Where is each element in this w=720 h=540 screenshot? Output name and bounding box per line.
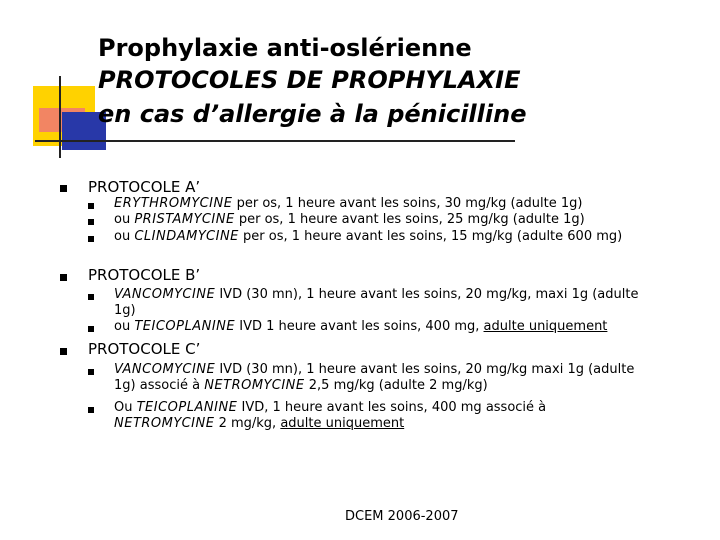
decor-vertical-line [59,76,61,158]
title-line-2: PROTOCOLES DE PROPHYLAXIE [98,66,521,94]
footer-text: DCEM 2006-2007 [345,509,459,524]
bullet-icon [88,407,94,413]
protocol-heading: PROTOCOLE B’ [88,266,201,284]
bullet-icon [88,203,94,209]
bullet-icon [60,185,67,192]
list-item: VANCOMYCINE IVD (30 mn), 1 heure avant les soins, 20 mg/kg maxi 1g (adulte 1g) associé à NETROMYCINE 2,5 mg/kg (adulte 2 mg/kg) [114,362,635,393]
title-line-3: en cas d’allergie à la pénicilline [98,100,527,128]
title-line-1: Prophylaxie anti-oslérienne [98,34,472,62]
list-item: ou TEICOPLANINE IVD 1 heure avant les soins, 400 mg, adulte uniquement [114,319,608,334]
list-item: ERYTHROMYCINE per os, 1 heure avant les soins, 30 mg/kg (adulte 1g) [114,196,583,211]
bullet-icon [88,294,94,300]
protocol-heading: PROTOCOLE C’ [88,340,201,358]
list-item: ou CLINDAMYCINE per os, 1 heure avant les soins, 15 mg/kg (adulte 600 mg) [114,229,623,244]
bullet-icon [88,219,94,225]
list-item: Ou TEICOPLANINE IVD, 1 heure avant les soins, 400 mg associé à NETROMYCINE 2 mg/kg, adulte uniquement [114,400,547,431]
bullet-icon [88,369,94,375]
bullet-icon [88,326,94,332]
list-item: VANCOMYCINE IVD (30 mn), 1 heure avant les soins, 20 mg/kg, maxi 1g (adulte 1g) [114,287,639,318]
list-item: ou PRISTAMYCINE per os, 1 heure avant les soins, 25 mg/kg (adulte 1g) [114,212,585,227]
decor-horizontal-line [35,140,515,142]
bullet-icon [60,348,67,355]
bullet-icon [88,236,94,242]
bullet-icon [60,274,67,281]
protocol-heading: PROTOCOLE A’ [88,178,201,196]
